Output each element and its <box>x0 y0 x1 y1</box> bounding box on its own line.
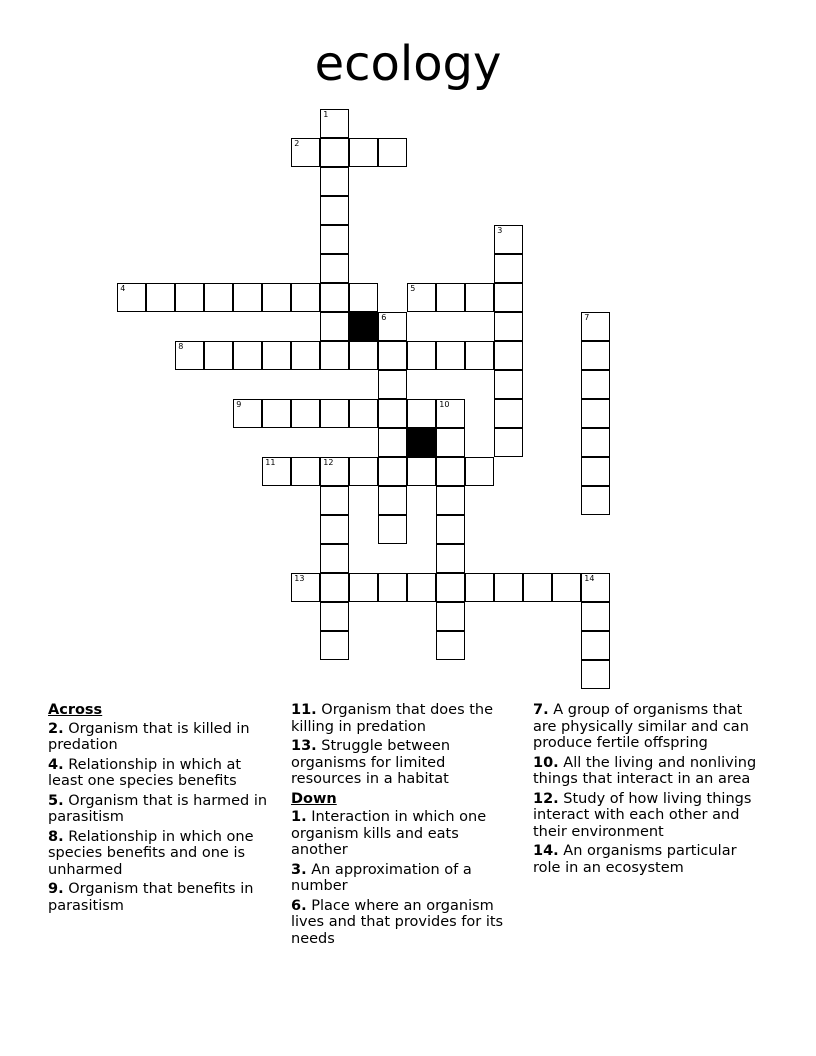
grid-cell[interactable] <box>581 457 610 486</box>
grid-cell[interactable] <box>320 457 349 486</box>
grid-cell[interactable] <box>320 602 349 631</box>
grid-cell[interactable] <box>552 573 581 602</box>
clue-number: 13 <box>294 574 305 584</box>
grid-cell[interactable] <box>436 573 465 602</box>
clue-number: 5 <box>410 284 416 294</box>
grid-cell[interactable] <box>291 138 320 167</box>
grid-cell[interactable] <box>378 486 407 515</box>
grid-cell[interactable] <box>320 573 349 602</box>
grid-cell[interactable] <box>262 283 291 312</box>
grid-cell[interactable] <box>436 515 465 544</box>
clue-down-14: 14. An organisms particular role in an ecosystem <box>533 843 737 876</box>
grid-cell[interactable] <box>407 399 436 428</box>
clue-down-10: 10. All the living and nonliving things that interact in an area <box>533 754 757 787</box>
grid-cell[interactable] <box>204 341 233 370</box>
grid-cell[interactable] <box>407 283 436 312</box>
grid-cell[interactable] <box>494 370 523 399</box>
grid-cell[interactable] <box>465 573 494 602</box>
grid-cell[interactable] <box>349 399 378 428</box>
grid-cell[interactable] <box>465 457 494 486</box>
grid-cell[interactable] <box>320 312 349 341</box>
grid-cell[interactable] <box>465 341 494 370</box>
grid-cell[interactable] <box>436 341 465 370</box>
grid-cell[interactable] <box>436 283 465 312</box>
clue-number: 4 <box>120 284 126 294</box>
grid-cell[interactable] <box>523 573 552 602</box>
clue-down-12: 12. Study of how living things interact with each other and their environment <box>533 790 752 840</box>
grid-cell[interactable] <box>146 283 175 312</box>
grid-cell[interactable] <box>291 457 320 486</box>
grid-cell[interactable] <box>117 283 146 312</box>
grid-cell[interactable] <box>494 399 523 428</box>
black-square <box>349 312 378 341</box>
grid-cell[interactable] <box>581 602 610 631</box>
grid-cell[interactable] <box>378 341 407 370</box>
grid-cell[interactable] <box>291 573 320 602</box>
puzzle-title: ecology <box>314 36 502 92</box>
clue-number: 12 <box>323 458 334 468</box>
grid-cell[interactable] <box>494 283 523 312</box>
grid-cell[interactable] <box>378 370 407 399</box>
grid-cell[interactable] <box>320 138 349 167</box>
grid-cell[interactable] <box>436 631 465 660</box>
grid-cell[interactable] <box>262 457 291 486</box>
grid-cell[interactable] <box>407 573 436 602</box>
clue-column-1 <box>48 702 278 917</box>
grid-cell[interactable] <box>291 283 320 312</box>
clue-number: 11 <box>265 458 276 468</box>
grid-cell[interactable] <box>378 457 407 486</box>
grid-cell[interactable] <box>581 660 610 689</box>
grid-cell[interactable] <box>262 341 291 370</box>
clue-across-5: 5. Organism that is harmed in parasitism <box>48 792 268 825</box>
grid-cell[interactable] <box>407 341 436 370</box>
grid-cell[interactable] <box>349 283 378 312</box>
grid-cell[interactable] <box>233 341 262 370</box>
clue-number: 14 <box>584 574 595 584</box>
grid-cell[interactable] <box>378 138 407 167</box>
grid-cell[interactable] <box>233 399 262 428</box>
grid-cell[interactable] <box>581 370 610 399</box>
grid-cell[interactable] <box>320 341 349 370</box>
grid-cell[interactable] <box>436 428 465 457</box>
clue-down-3: 3. An approximation of a number <box>291 861 472 894</box>
black-square <box>407 428 436 457</box>
grid-cell[interactable] <box>465 283 494 312</box>
grid-cell[interactable] <box>175 341 204 370</box>
grid-cell[interactable] <box>378 312 407 341</box>
grid-cell[interactable] <box>581 399 610 428</box>
grid-cell[interactable] <box>320 283 349 312</box>
grid-cell[interactable] <box>436 544 465 573</box>
clue-column-3 <box>533 702 768 879</box>
grid-cell[interactable] <box>204 283 233 312</box>
grid-cell[interactable] <box>378 428 407 457</box>
grid-cell[interactable] <box>349 138 378 167</box>
clue-number: 7 <box>584 313 590 323</box>
grid-cell[interactable] <box>494 225 523 254</box>
grid-cell[interactable] <box>320 515 349 544</box>
across-header: Across <box>48 702 103 718</box>
clue-across-4: 4. Relationship in which at least one species benefits <box>48 756 242 789</box>
clue-across-11: 11. Organism that does the killing in predation <box>291 702 494 735</box>
grid-cell[interactable] <box>320 486 349 515</box>
clue-across-9: 9. Organism that benefits in parasitism <box>48 881 254 914</box>
grid-cell[interactable] <box>320 225 349 254</box>
grid-cell[interactable] <box>349 573 378 602</box>
grid-cell[interactable] <box>436 457 465 486</box>
down-header: Down <box>291 790 337 807</box>
grid-cell[interactable] <box>320 399 349 428</box>
clue-number: 1 <box>323 110 329 120</box>
grid-cell[interactable] <box>262 399 291 428</box>
grid-cell[interactable] <box>349 457 378 486</box>
clue-number: 9 <box>236 400 242 410</box>
grid-cell[interactable] <box>581 312 610 341</box>
grid-cell[interactable] <box>581 486 610 515</box>
grid-cell[interactable] <box>291 341 320 370</box>
grid-cell[interactable] <box>233 283 262 312</box>
grid-cell[interactable] <box>320 109 349 138</box>
grid-cell[interactable] <box>581 428 610 457</box>
grid-cell[interactable] <box>175 283 204 312</box>
grid-cell[interactable] <box>581 573 610 602</box>
grid-cell[interactable] <box>378 573 407 602</box>
grid-cell[interactable] <box>320 254 349 283</box>
grid-cell[interactable] <box>436 486 465 515</box>
clue-number: 3 <box>497 226 503 236</box>
clue-down-7: 7. A group of organisms that are physically similar and can produce fertile offspring <box>533 702 749 751</box>
clue-down-1: 1. Interaction in which one organism kills and eats another <box>291 809 487 858</box>
grid-cell[interactable] <box>320 544 349 573</box>
grid-cell[interactable] <box>320 631 349 660</box>
grid-cell[interactable] <box>581 341 610 370</box>
clue-number: 2 <box>294 139 300 149</box>
clue-down-6: 6. Place where an organism lives and that provides for its needs <box>291 897 504 947</box>
grid-cell[interactable] <box>581 631 610 660</box>
grid-cell[interactable] <box>378 399 407 428</box>
clue-across-2: 2. Organism that is killed in predation <box>48 720 250 753</box>
grid-cell[interactable] <box>494 341 523 370</box>
grid-cell[interactable] <box>494 312 523 341</box>
clue-across-13: 13. Struggle between organisms for limited resources in a habitat <box>291 738 451 787</box>
grid-cell[interactable] <box>407 457 436 486</box>
grid-cell[interactable] <box>436 602 465 631</box>
grid-cell[interactable] <box>349 341 378 370</box>
clue-number: 6 <box>381 313 387 323</box>
grid-cell[interactable] <box>494 254 523 283</box>
grid-cell[interactable] <box>320 167 349 196</box>
clue-column-2 <box>291 702 516 950</box>
clue-number: 10 <box>439 400 450 410</box>
grid-cell[interactable] <box>436 399 465 428</box>
grid-cell[interactable] <box>291 399 320 428</box>
grid-cell[interactable] <box>378 515 407 544</box>
grid-cell[interactable] <box>494 428 523 457</box>
clue-across-8: 8. Relationship in which one species benefits and one is unharmed <box>48 828 254 878</box>
grid-cell[interactable] <box>320 196 349 225</box>
grid-cell[interactable] <box>494 573 523 602</box>
clue-number: 8 <box>178 342 184 352</box>
